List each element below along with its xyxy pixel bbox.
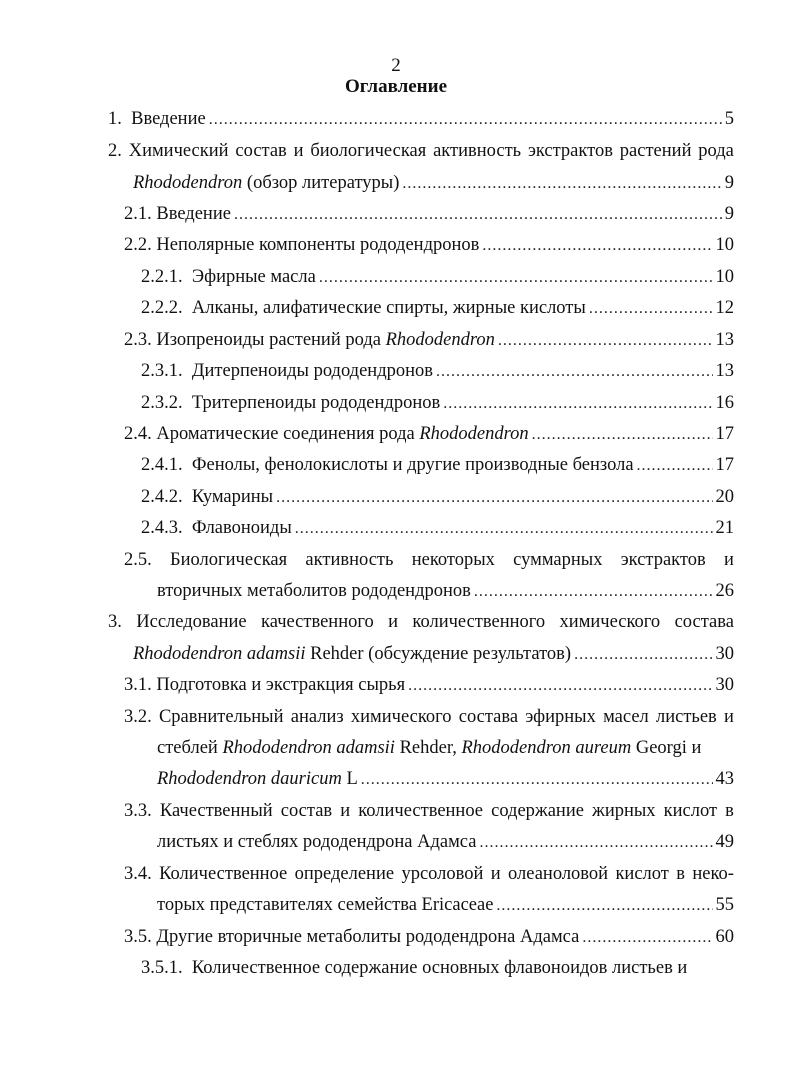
toc-entry-2-line1[interactable]: 2. Химический состав и биологическая активность экстрактов растений рода xyxy=(108,141,734,161)
dot-leader xyxy=(589,298,713,320)
page-ref: 9 xyxy=(724,204,734,224)
page-ref: 43 xyxy=(715,769,734,789)
dot-leader xyxy=(574,644,712,666)
dot-leader xyxy=(402,173,721,195)
toc-entry-2-line2[interactable]: Rhododendron (обзор литературы) ..... 9 xyxy=(133,172,734,195)
toc-entry-3-4-line2[interactable]: торых представителях семейства Ericaceae ..... 55 xyxy=(157,894,734,917)
toc-entry-2-5-line1[interactable]: 2.5. Биологическая активность некоторых суммарных экстрактов и xyxy=(124,550,734,570)
dot-leader xyxy=(479,832,712,854)
toc-entry-2-4[interactable]: 2.4. Ароматические соединения рода Rhododendron ..... 17 xyxy=(124,423,734,446)
page-ref: 13 xyxy=(715,361,734,381)
dot-leader xyxy=(361,769,713,791)
toc-entry-3-3-line1[interactable]: 3.3. Качественный состав и количественное содержание жирных кислот в xyxy=(124,801,734,821)
toc-entry-2-4-2[interactable]: 2.4.2. Кумарины ..... 20 xyxy=(141,486,734,509)
toc-entry-3-4-line1[interactable]: 3.4. Количественное определение урсоловой и олеаноловой кислот в неко- xyxy=(124,864,734,884)
page-ref: 30 xyxy=(715,644,734,664)
page-ref: 13 xyxy=(715,330,734,350)
page-ref: 17 xyxy=(715,424,734,444)
toc-entry-2-4-3[interactable]: 2.4.3. Флавоноиды ..... 21 xyxy=(141,517,734,540)
page-ref: 49 xyxy=(715,832,734,852)
page-ref: 17 xyxy=(715,455,734,475)
toc-entry-2-2-1[interactable]: 2.2.1. Эфирные масла ..... 10 xyxy=(141,266,734,289)
page-ref: 55 xyxy=(715,895,734,915)
toc-entry-3-5[interactable]: 3.5. Другие вторичные метаболиты рододендрона Адамса ..... 60 xyxy=(124,926,734,949)
page-number: 2 xyxy=(391,55,401,76)
dot-leader xyxy=(498,330,713,352)
toc-entry-3-2-line2[interactable]: стеблей Rhododendron adamsii Rehder, Rhododendron aureum Georgi и xyxy=(157,738,702,758)
dot-leader xyxy=(582,927,712,949)
dot-leader xyxy=(276,487,712,509)
page-ref: 26 xyxy=(715,581,734,601)
toc-entry-2-3-2[interactable]: 2.3.2. Тритерпеноиды рододендронов ..... 16 xyxy=(141,392,734,415)
page-ref: 30 xyxy=(715,675,734,695)
toc-entry-3-5-1[interactable]: 3.5.1. Количественное содержание основных флавоноидов листьев и xyxy=(141,958,688,978)
page-ref: 16 xyxy=(715,393,734,413)
dot-leader xyxy=(408,675,712,697)
toc-entry-2-5-line2[interactable]: вторичных метаболитов рододендронов ..... 26 xyxy=(157,580,734,603)
dot-leader xyxy=(443,393,712,415)
dot-leader xyxy=(234,204,722,226)
dot-leader xyxy=(295,518,713,540)
page-ref: 10 xyxy=(715,235,734,255)
toc-entry-2-1[interactable]: 2.1. Введение ..... 9 xyxy=(124,203,734,226)
page-ref: 21 xyxy=(715,518,734,538)
dot-leader xyxy=(532,424,713,446)
page-ref: 5 xyxy=(724,109,734,129)
toc-entry-2-4-1[interactable]: 2.4.1. Фенолы, фенолокислоты и другие производные бензола ..... 17 xyxy=(141,454,734,477)
toc-entry-3-2-line1[interactable]: 3.2. Сравнительный анализ химического состава эфирных масел листьев и xyxy=(124,707,734,727)
dot-leader xyxy=(637,455,713,477)
dot-leader xyxy=(482,235,712,257)
page-ref: 12 xyxy=(715,298,734,318)
toc-heading: Оглавление xyxy=(344,76,448,97)
toc-entry-2-2[interactable]: 2.2. Неполярные компоненты рододендронов ..... 10 xyxy=(124,234,734,257)
toc-entry-3-line1[interactable]: 3. Исследование качественного и количественного химического состава xyxy=(108,612,734,632)
page-ref: 9 xyxy=(724,173,734,193)
toc-entry-1[interactable]: 1. Введение ..... 5 xyxy=(108,108,734,131)
page-ref: 20 xyxy=(715,487,734,507)
toc-entry-2-3-1[interactable]: 2.3.1. Дитерпеноиды рододендронов ..... 13 xyxy=(141,360,734,383)
toc-entry-2-2-2[interactable]: 2.2.2. Алканы, алифатические спирты, жирные кислоты ..... 12 xyxy=(141,297,734,320)
toc-entry-3-1[interactable]: 3.1. Подготовка и экстракция сырья ..... 30 xyxy=(124,674,734,697)
toc-entry-2-3[interactable]: 2.3. Изопреноиды растений рода Rhododendron ..... 13 xyxy=(124,329,734,352)
page-ref: 10 xyxy=(715,267,734,287)
dot-leader xyxy=(209,109,722,131)
dot-leader xyxy=(319,267,713,289)
dot-leader xyxy=(474,581,713,603)
dot-leader xyxy=(436,361,713,383)
toc-entry-3-line2[interactable]: Rhododendron adamsii Rehder (обсуждение результатов) ..... 30 xyxy=(133,643,734,666)
dot-leader xyxy=(496,895,712,917)
toc-entry-3-3-line2[interactable]: листьях и стеблях рододендрона Адамса ..... 49 xyxy=(157,831,734,854)
toc-entry-3-2-line3[interactable]: Rhododendron dauricum L ..... 43 xyxy=(157,768,734,791)
page-ref: 60 xyxy=(715,927,734,947)
